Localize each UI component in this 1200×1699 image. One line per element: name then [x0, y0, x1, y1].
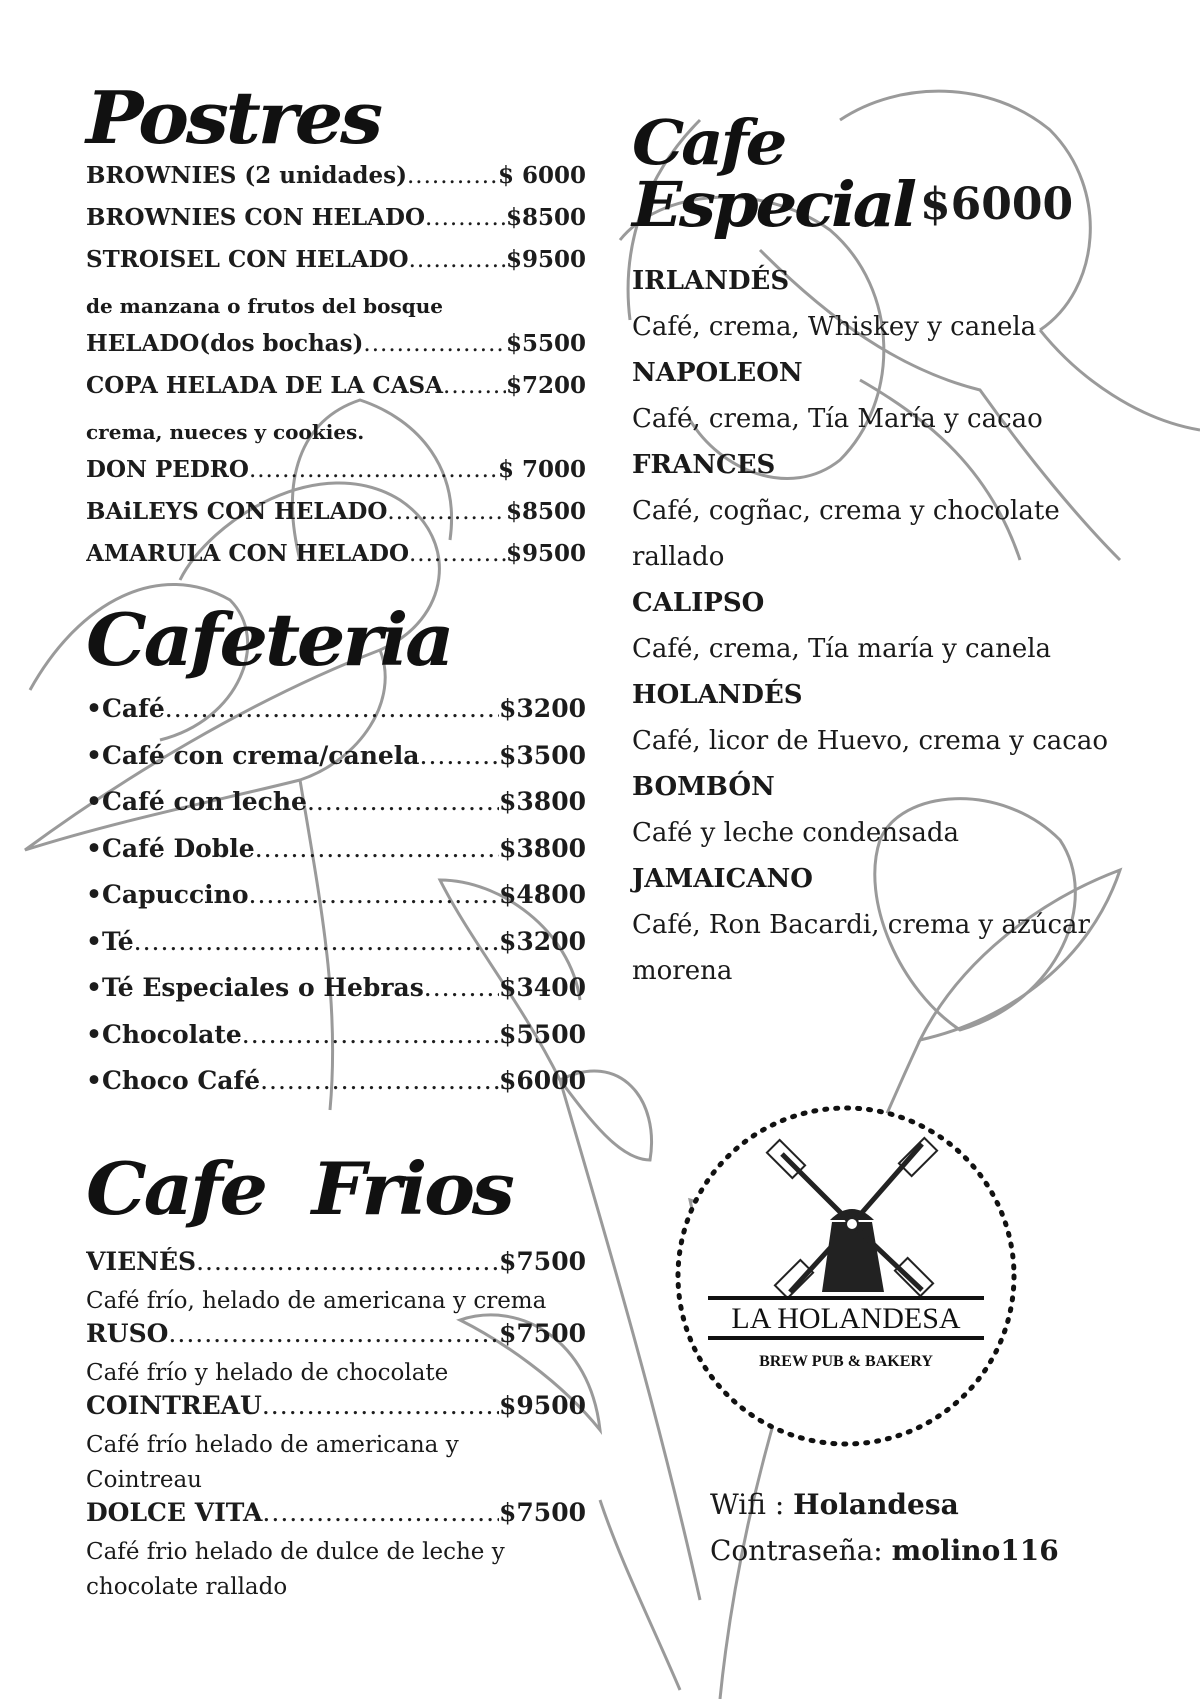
- item-name: CALIPSO: [632, 588, 765, 618]
- item-price: $5500: [499, 1019, 586, 1049]
- cafe-frios-title: Cafe Frios: [86, 1145, 512, 1231]
- item-description: Café y leche condensada: [632, 818, 960, 848]
- cafe-especial-section: [632, 106, 1152, 994]
- menu-row: [86, 162, 586, 204]
- item-price: $9500: [499, 1390, 586, 1420]
- item-description: Café frio helado de dulce de leche y chocolate rallado: [86, 1538, 505, 1600]
- item-name: •Capuccino: [86, 880, 249, 909]
- item-description: Café, crema, Tía María y cacao: [632, 404, 1043, 434]
- item-price: $3400: [499, 973, 586, 1002]
- item-price: $ 7000: [497, 456, 586, 483]
- item-name: •Café Doble: [86, 833, 255, 863]
- item-name: STROISEL CON HELADO: [86, 246, 409, 273]
- menu-row: [86, 694, 586, 741]
- logo-tagline: BREW PUB & BAKERY: [759, 1353, 933, 1370]
- item-name: BROWNIES (2 unidades): [86, 162, 407, 189]
- item-price: $6000: [499, 1066, 586, 1095]
- item-name: HOLANDÉS: [632, 680, 803, 710]
- item-name: FRANCES: [632, 450, 776, 480]
- la-holandesa-logo: [672, 1102, 1020, 1450]
- menu-row: [86, 1319, 586, 1356]
- item-description: Café frío helado de americana y Cointreau: [86, 1431, 459, 1493]
- item-price: $7500: [499, 1246, 586, 1276]
- item-price: $9500: [505, 540, 586, 567]
- menu-row: [86, 330, 586, 372]
- item-description: Café, crema, Whiskey y canela: [632, 312, 1037, 342]
- menu-row: [86, 787, 586, 834]
- menu-row: [86, 456, 586, 498]
- cafeteria-section: [86, 597, 586, 1113]
- menu-row: [86, 1247, 586, 1284]
- item-description: Café frío y helado de chocolate: [86, 1359, 449, 1386]
- item-price: $7500: [499, 1318, 586, 1348]
- menu-row: [86, 204, 586, 246]
- item-price: $5500: [505, 330, 586, 357]
- item-name: COINTREAU: [86, 1390, 262, 1420]
- menu-row: [86, 498, 586, 540]
- item-price: $7500: [499, 1497, 586, 1527]
- item-name: •Choco Café: [86, 1066, 261, 1095]
- postres-section: [86, 75, 586, 582]
- menu-row: [86, 880, 586, 927]
- postres-title: Postres: [86, 75, 380, 160]
- item-name: NAPOLEON: [632, 358, 803, 388]
- cafe-especial-title-line1: Cafe: [632, 106, 785, 179]
- item-name: DOLCE VITA: [86, 1497, 263, 1527]
- item-name: •Té: [86, 926, 134, 956]
- item-name: •Café: [86, 694, 165, 723]
- item-name: IRLANDÉS: [632, 266, 790, 296]
- item-name: BOMBÓN: [632, 772, 775, 802]
- item-price: $7200: [505, 372, 586, 399]
- wifi-info: [710, 1482, 1059, 1574]
- menu-row: [86, 834, 586, 881]
- item-price: $9500: [505, 246, 586, 273]
- cafe-especial-title-line2: Especial: [632, 168, 914, 241]
- wifi-network: Holandesa: [793, 1488, 959, 1521]
- item-name: •Café con crema/canela: [86, 740, 420, 770]
- wifi-label: Wifi :: [710, 1488, 794, 1521]
- item-price: $3800: [499, 787, 586, 816]
- logo-name: LA HOLANDESA: [731, 1302, 961, 1335]
- item-price: $3500: [499, 740, 586, 770]
- menu-row: [86, 741, 586, 788]
- item-price: $3200: [499, 926, 586, 956]
- item-price: $3200: [499, 694, 586, 723]
- cafe-especial-price: $6000: [920, 179, 1074, 230]
- menu-row: [86, 1020, 586, 1067]
- menu-row: [86, 540, 586, 582]
- item-description: Café, cogñac, crema y chocolate rallado: [632, 496, 1060, 572]
- item-description: Café, Ron Bacardi, crema y azúcar morena: [632, 910, 1090, 986]
- cafeteria-title: Cafeteria: [86, 597, 452, 682]
- item-price: $3800: [499, 833, 586, 863]
- item-price: $8500: [505, 498, 586, 525]
- item-name: DON PEDRO: [86, 456, 249, 483]
- item-price: $ 6000: [497, 162, 586, 189]
- item-note: de manzana o frutos del bosque: [86, 294, 444, 318]
- item-price: $8500: [505, 204, 586, 231]
- item-name: •Té Especiales o Hebras: [86, 973, 424, 1002]
- menu-row: [86, 372, 586, 414]
- item-price: $4800: [499, 880, 586, 909]
- menu-row: [86, 927, 586, 974]
- wifi-password: molino116: [891, 1534, 1059, 1567]
- menu-row: [86, 1066, 586, 1113]
- item-description: Café, crema, Tía maría y canela: [632, 634, 1052, 664]
- menu-row: [86, 1391, 586, 1428]
- item-description: Café frío, helado de americana y crema: [86, 1287, 547, 1314]
- wifi-password-label: Contraseña:: [710, 1534, 892, 1567]
- menu-row: [86, 973, 586, 1020]
- item-name: BROWNIES CON HELADO: [86, 204, 425, 231]
- item-description: Café, licor de Huevo, crema y cacao: [632, 726, 1108, 756]
- item-name: COPA HELADA DE LA CASA: [86, 372, 444, 399]
- item-name: VIENÉS: [86, 1246, 197, 1276]
- item-name: RUSO: [86, 1318, 169, 1348]
- menu-row: [86, 246, 586, 288]
- cafe-frios-section: [86, 1145, 586, 1605]
- item-note: crema, nueces y cookies.: [86, 420, 365, 444]
- item-name: •Chocolate: [86, 1019, 242, 1049]
- item-name: HELADO(dos bochas): [86, 330, 364, 357]
- item-name: BAiLEYS CON HELADO: [86, 498, 388, 525]
- item-name: JAMAICANO: [632, 864, 813, 894]
- menu-row: [86, 1498, 586, 1535]
- item-name: •Café con leche: [86, 787, 307, 816]
- item-name: AMARULA CON HELADO: [86, 540, 409, 567]
